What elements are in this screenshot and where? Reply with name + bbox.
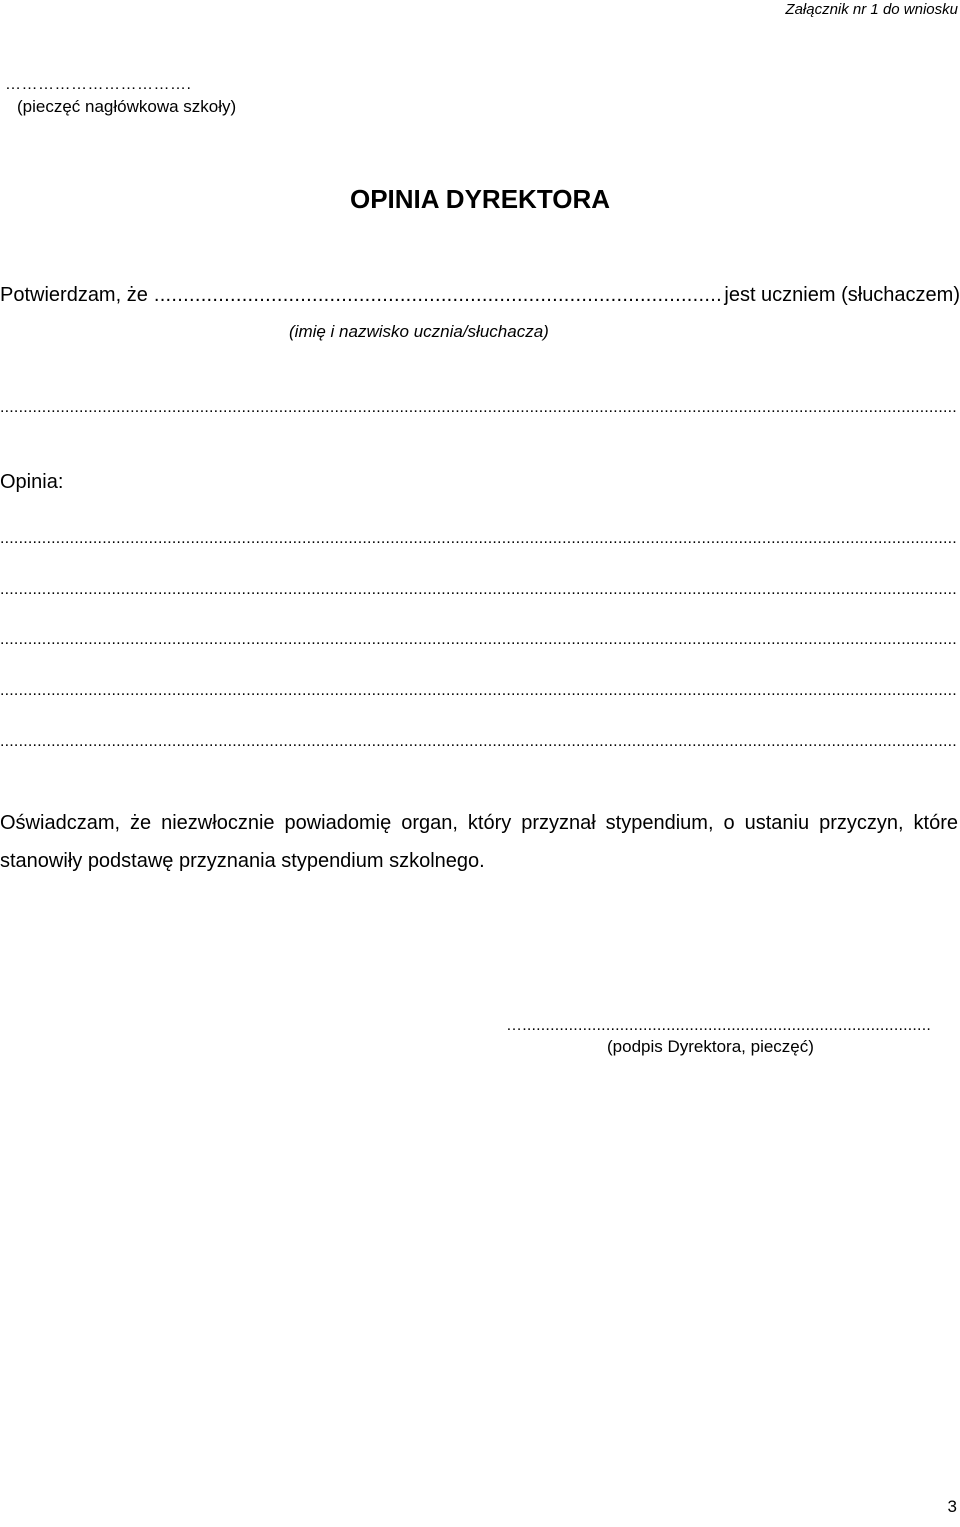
school-stamp-caption: (pieczęć nagłówkowa szkoły) (17, 97, 237, 116)
signature-field[interactable] (506, 1015, 930, 1037)
continuation-line[interactable] (0, 397, 958, 419)
confirmation-suffix: jest uczniem (słuchaczem) (724, 284, 960, 306)
signature-caption: (podpis Dyrektora, pieczęć) (607, 1037, 814, 1056)
opinion-line-5[interactable] (0, 731, 958, 753)
document-title: OPINIA DYREKTORA (349, 184, 611, 214)
opinion-line-3[interactable] (0, 629, 958, 651)
opinion-line-2[interactable] (0, 579, 958, 601)
student-name-caption: (imię i nazwisko ucznia/słuchacza) (289, 322, 549, 341)
student-name-field[interactable] (154, 284, 721, 307)
attachment-note: Załącznik nr 1 do wniosku (785, 1, 958, 18)
opinion-line-1[interactable] (0, 528, 958, 550)
director-statement: Oświadczam, że niezwłocznie powiadomię organ, który przyznał stypendium, o ustaniu przyczyn, które stanowiły podstawę przyznania stypendium szkolnego. (0, 812, 958, 872)
page-number: 3 (947, 1497, 957, 1516)
school-stamp-placeholder: ……………………………. (5, 76, 192, 93)
opinion-label: Opinia: (0, 471, 64, 493)
confirmation-prefix: Potwierdzam, że (0, 284, 148, 306)
opinion-line-4[interactable] (0, 680, 958, 702)
confirmation-line (0, 284, 960, 307)
